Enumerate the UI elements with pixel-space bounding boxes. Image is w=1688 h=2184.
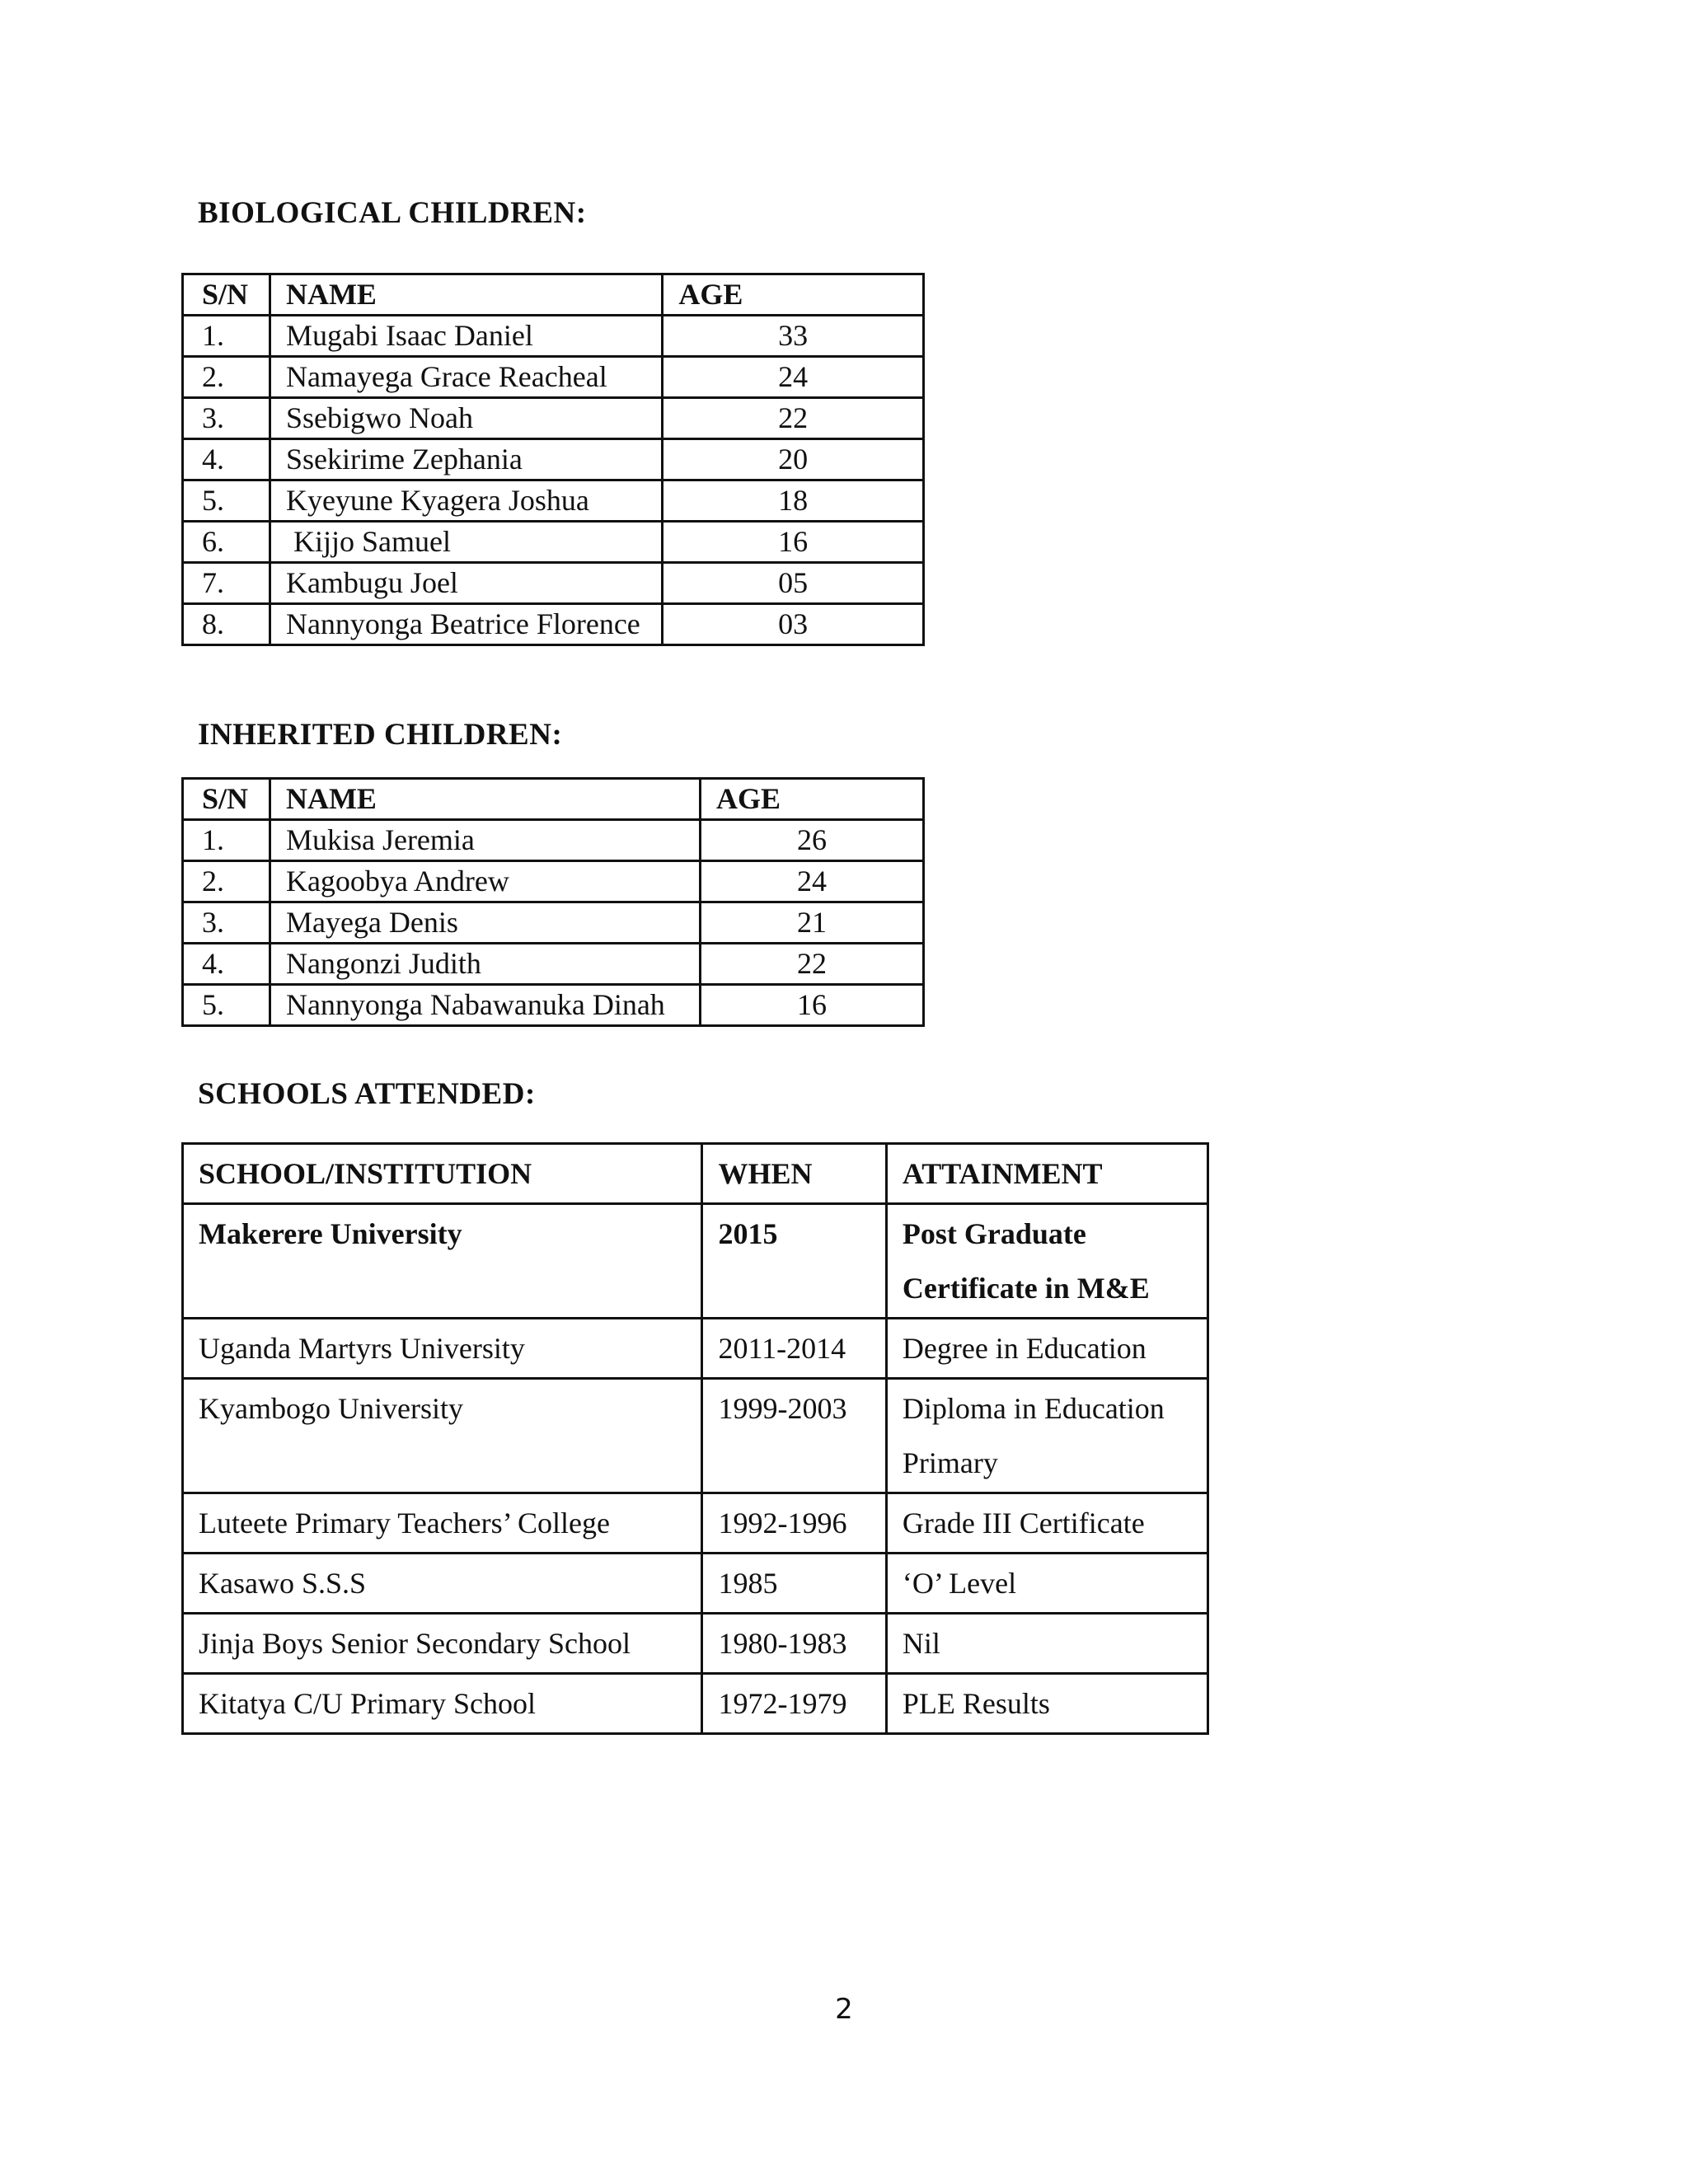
cell-school: Kasawo S.S.S bbox=[183, 1554, 702, 1614]
table-row bbox=[183, 1554, 1208, 1614]
cell-sn: 1. bbox=[183, 820, 270, 861]
cell-sn: 2. bbox=[183, 357, 270, 398]
cell-age: 22 bbox=[701, 944, 924, 985]
schools-attended-heading: SCHOOLS ATTENDED: bbox=[198, 1077, 536, 1111]
cell-name: Kagoobya Andrew bbox=[270, 861, 700, 902]
header-sn: S/N bbox=[183, 779, 270, 820]
cell-sn: 4. bbox=[183, 439, 270, 480]
cell-school: Kyambogo University bbox=[183, 1379, 702, 1493]
cell-when: 1972-1979 bbox=[702, 1674, 886, 1734]
cell-name: Mugabi Isaac Daniel bbox=[270, 316, 662, 357]
cell-when: 1992-1996 bbox=[702, 1493, 886, 1554]
cell-age: 24 bbox=[701, 861, 924, 902]
cell-age: 16 bbox=[663, 522, 924, 563]
cell-sn: 1. bbox=[183, 316, 270, 357]
cell-name: Nannyonga Nabawanuka Dinah bbox=[270, 985, 700, 1026]
cell-school: Kitatya C/U Primary School bbox=[183, 1674, 702, 1734]
table-row bbox=[183, 522, 924, 563]
cell-age: 26 bbox=[701, 820, 924, 861]
table-row bbox=[183, 1614, 1208, 1674]
cell-age: 24 bbox=[663, 357, 924, 398]
cell-age: 03 bbox=[663, 604, 924, 645]
table-header-row bbox=[183, 1144, 1208, 1204]
table-row bbox=[183, 439, 924, 480]
cell-sn: 8. bbox=[183, 604, 270, 645]
cell-when: 2011-2014 bbox=[702, 1319, 886, 1379]
cell-name: Nannyonga Beatrice Florence bbox=[270, 604, 662, 645]
cell-school: Makerere University bbox=[183, 1204, 702, 1319]
table-header-row bbox=[183, 274, 924, 316]
table-row bbox=[183, 480, 924, 522]
cell-name: Ssebigwo Noah bbox=[270, 398, 662, 439]
table-row bbox=[183, 1493, 1208, 1554]
header-name: NAME bbox=[270, 779, 700, 820]
cell-when: 1999-2003 bbox=[702, 1379, 886, 1493]
table-row bbox=[183, 985, 924, 1026]
cell-school: Luteete Primary Teachers’ College bbox=[183, 1493, 702, 1554]
cell-age: 05 bbox=[663, 563, 924, 604]
cell-sn: 3. bbox=[183, 398, 270, 439]
header-attainment: ATTAINMENT bbox=[886, 1144, 1207, 1204]
cell-age: 33 bbox=[663, 316, 924, 357]
table-row bbox=[183, 1379, 1208, 1493]
inherited-children-table bbox=[181, 777, 925, 1027]
table-row bbox=[183, 1204, 1208, 1319]
cell-age: 22 bbox=[663, 398, 924, 439]
cell-when: 1980-1983 bbox=[702, 1614, 886, 1674]
cell-name: Kijjo Samuel bbox=[270, 522, 662, 563]
cell-name: Mukisa Jeremia bbox=[270, 820, 700, 861]
header-sn: S/N bbox=[183, 274, 270, 316]
cell-sn: 3. bbox=[183, 902, 270, 944]
page-number: 2 bbox=[835, 1993, 853, 2026]
cell-sn: 4. bbox=[183, 944, 270, 985]
cell-name: Namayega Grace Reacheal bbox=[270, 357, 662, 398]
header-when: WHEN bbox=[702, 1144, 886, 1204]
header-age: AGE bbox=[701, 779, 924, 820]
table-row bbox=[183, 398, 924, 439]
cell-sn: 7. bbox=[183, 563, 270, 604]
schools-attended-table bbox=[181, 1142, 1209, 1735]
cell-name: Kyeyune Kyagera Joshua bbox=[270, 480, 662, 522]
cell-sn: 5. bbox=[183, 985, 270, 1026]
biological-children-heading: BIOLOGICAL CHILDREN: bbox=[198, 196, 587, 230]
cell-attainment: Nil bbox=[886, 1614, 1207, 1674]
cell-age: 16 bbox=[701, 985, 924, 1026]
cell-sn: 5. bbox=[183, 480, 270, 522]
table-row bbox=[183, 861, 924, 902]
cell-when: 2015 bbox=[702, 1204, 886, 1319]
table-row bbox=[183, 316, 924, 357]
table-row bbox=[183, 902, 924, 944]
cell-sn: 2. bbox=[183, 861, 270, 902]
table-header-row bbox=[183, 779, 924, 820]
cell-name: Kambugu Joel bbox=[270, 563, 662, 604]
cell-attainment: Grade III Certificate bbox=[886, 1493, 1207, 1554]
table-row bbox=[183, 1319, 1208, 1379]
table-row bbox=[183, 820, 924, 861]
cell-attainment: Post Graduate Certificate in M&E bbox=[886, 1204, 1207, 1319]
cell-when: 1985 bbox=[702, 1554, 886, 1614]
cell-age: 18 bbox=[663, 480, 924, 522]
header-age: AGE bbox=[663, 274, 924, 316]
biological-children-table bbox=[181, 273, 925, 646]
cell-school: Uganda Martyrs University bbox=[183, 1319, 702, 1379]
inherited-children-heading: INHERITED CHILDREN: bbox=[198, 718, 563, 752]
header-school: SCHOOL/INSTITUTION bbox=[183, 1144, 702, 1204]
header-name: NAME bbox=[270, 274, 662, 316]
cell-name: Ssekirime Zephania bbox=[270, 439, 662, 480]
cell-name: Nangonzi Judith bbox=[270, 944, 700, 985]
cell-name: Mayega Denis bbox=[270, 902, 700, 944]
table-row bbox=[183, 1674, 1208, 1734]
cell-sn: 6. bbox=[183, 522, 270, 563]
table-row bbox=[183, 944, 924, 985]
cell-age: 20 bbox=[663, 439, 924, 480]
cell-attainment: ‘O’ Level bbox=[886, 1554, 1207, 1614]
table-row bbox=[183, 563, 924, 604]
table-row bbox=[183, 604, 924, 645]
cell-attainment: PLE Results bbox=[886, 1674, 1207, 1734]
cell-attainment: Degree in Education bbox=[886, 1319, 1207, 1379]
cell-school: Jinja Boys Senior Secondary School bbox=[183, 1614, 702, 1674]
cell-attainment: Diploma in Education Primary bbox=[886, 1379, 1207, 1493]
cell-age: 21 bbox=[701, 902, 924, 944]
table-row bbox=[183, 357, 924, 398]
